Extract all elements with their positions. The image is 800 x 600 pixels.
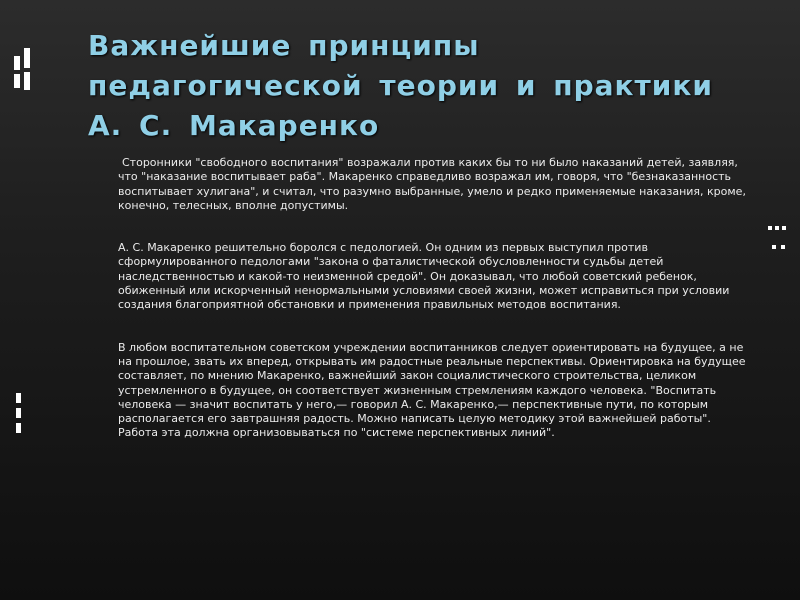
left-strip-marks: [14, 48, 30, 433]
title-line-1: Важнейшие принципы: [88, 29, 480, 62]
title-line-3: А. С. Макаренко: [88, 109, 380, 142]
strip-mark: [16, 408, 21, 418]
strip-mark: [14, 56, 20, 70]
strip-mark: [24, 48, 30, 68]
slide-body: [118, 156, 748, 469]
strip-mark: [775, 226, 779, 230]
strip-mark: [768, 226, 772, 230]
strip-mark: [16, 393, 21, 403]
strip-mark: [16, 423, 21, 433]
paragraph-punishment: Сторонники "свободного воспитания" возражали против каких бы то ни было наказаний детей, заявляя, что "наказание воспитывает раба". Макаренко справедливо возражал им, говоря, что "безнаказанность воспитывает хулигана", и считал, что разумно выбранные, умело и редко применяемые наказания, кроме, конечно, телесных, вполне допустимы.: [118, 156, 746, 212]
strip-mark: [24, 72, 30, 90]
title-line-2: педагогической теории и практики: [88, 69, 713, 102]
strip-mark: [772, 245, 776, 249]
right-strip-marks: [768, 226, 786, 249]
strip-mark: [781, 245, 785, 249]
paragraph-pedology: А. С. Макаренко решительно боролся с педологией. Он одним из первых выступил против сформулированного педологами "закона о фаталистической обусловленности судьбы детей наследственностью и какой-то неизменной средой". Он доказывал, что любой советский ребенок, обиженный или искорченный ненормальными условиями своей жизни, может исправиться при условии создания благоприятной обстановки и применения правильных методов воспитания.: [118, 241, 730, 312]
paragraph-perspectives: В любом воспитательном советском учреждении воспитанников следует ориентировать на будущее, а не на прошлое, звать их вперед, открывать им радостные реальные перспективы. Ориентировка на будущее составляет, по мнению Макаренко, важнейший закон социалистического строительства, целиком устремленного в будущее, он соответствует жизненным стремлениям каждого человека. "Воспитать человека — значит воспитать у него,— говорил А. С. Макаренко,— перспективные пути, по которым располагается его завтрашняя радость. Можно написать целую методику этой важнейшей работы". Работа эта должна организовываться по "системе перспективных линий".: [118, 340, 746, 440]
strip-mark: [782, 226, 786, 230]
slide-title: [88, 26, 768, 146]
strip-mark: [14, 74, 20, 88]
